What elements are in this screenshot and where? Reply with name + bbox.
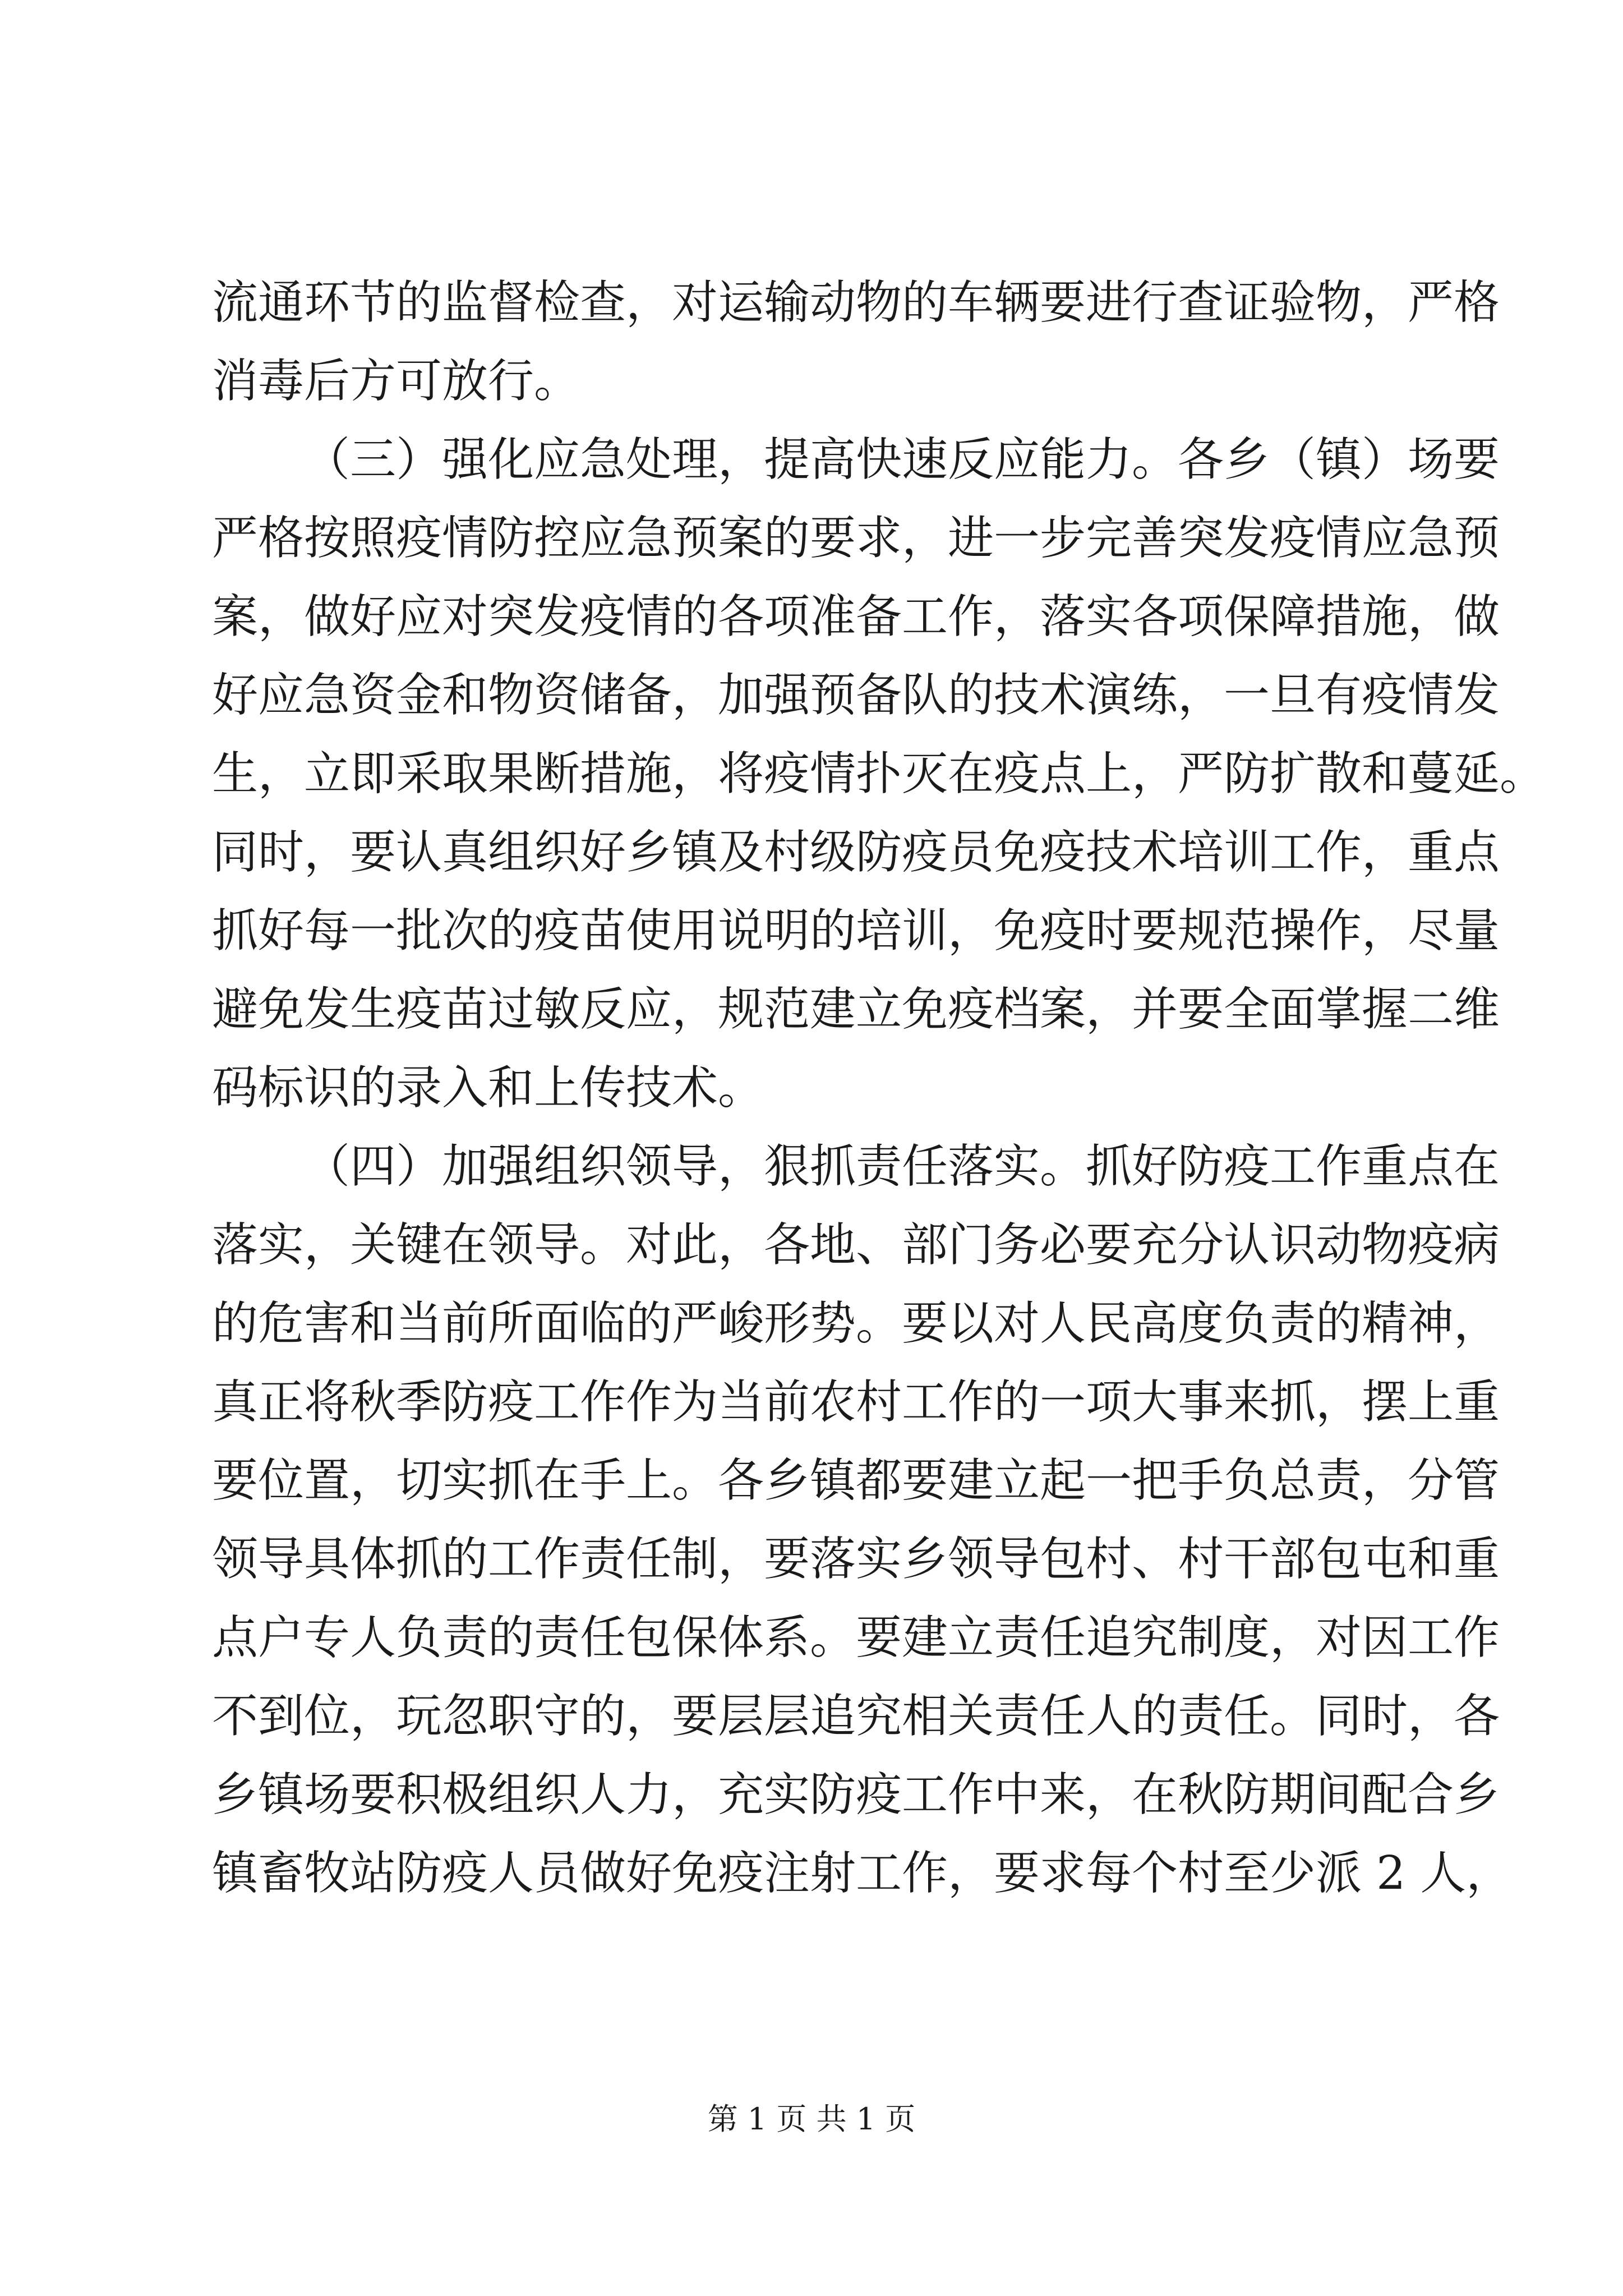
text-line: 同时，要认真组织好乡镇及村级防疫员免疫技术培训工作，重点 xyxy=(212,826,1500,879)
text-line: 生，立即采取果断措施，将疫情扑灭在疫点上，严防扩散和蔓延。 xyxy=(212,747,1546,800)
text-line: 落实，关键在领导。对此，各地、部门务必要充分认识动物疫病 xyxy=(212,1218,1500,1272)
text-line: 要位置，切实抓在手上。各乡镇都要建立起一把手负总责，分管 xyxy=(212,1454,1500,1507)
text-line: 消毒后方可放行。 xyxy=(212,355,580,408)
page-footer: 第 1 页 共 1 页 xyxy=(707,2101,916,2137)
text-line: 严格按照疫情防控应急预案的要求，进一步完善突发疫情应急预 xyxy=(212,512,1500,565)
text-line: 镇畜牧站防疫人员做好免疫注射工作，要求每个村至少派 2 人， xyxy=(212,1847,1513,1900)
text-line: 流通环节的监督检查，对运输动物的车辆要进行查证验物，严格 xyxy=(212,276,1500,329)
text-line: 真正将秋季防疫工作作为当前农村工作的一项大事来抓，摆上重 xyxy=(212,1375,1500,1429)
text-line: 避免发生疫苗过敏反应，规范建立免疫档案，并要全面掌握二维 xyxy=(212,983,1500,1036)
text-line: 领导具体抓的工作责任制，要落实乡领导包村、村干部包屯和重 xyxy=(212,1533,1500,1586)
text-line: 不到位，玩忽职守的，要层层追究相关责任人的责任。同时，各 xyxy=(212,1690,1500,1743)
document-body xyxy=(212,264,1546,1913)
text-line: 码标识的录入和上传技术。 xyxy=(212,1061,764,1115)
text-line: 的危害和当前所面临的严峻形势。要以对人民高度负责的精神， xyxy=(212,1297,1500,1350)
section-heading-line: （四）加强组织领导，狠抓责任落实。抓好防疫工作重点在 xyxy=(304,1140,1500,1193)
section-heading-line: （三）强化应急处理，提高快速反应能力。各乡（镇）场要 xyxy=(304,433,1500,486)
text-line: 抓好每一批次的疫苗使用说明的培训，免疫时要规范操作，尽量 xyxy=(212,904,1500,958)
text-line: 案，做好应对突发疫情的各项准备工作，落实各项保障措施，做 xyxy=(212,590,1500,643)
text-line: 点户专人负责的责任包保体系。要建立责任追究制度，对因工作 xyxy=(212,1611,1500,1664)
text-line: 好应急资金和物资储备，加强预备队的技术演练，一旦有疫情发 xyxy=(212,669,1500,722)
text-line: 乡镇场要积极组织人力，充实防疫工作中来，在秋防期间配合乡 xyxy=(212,1768,1500,1821)
